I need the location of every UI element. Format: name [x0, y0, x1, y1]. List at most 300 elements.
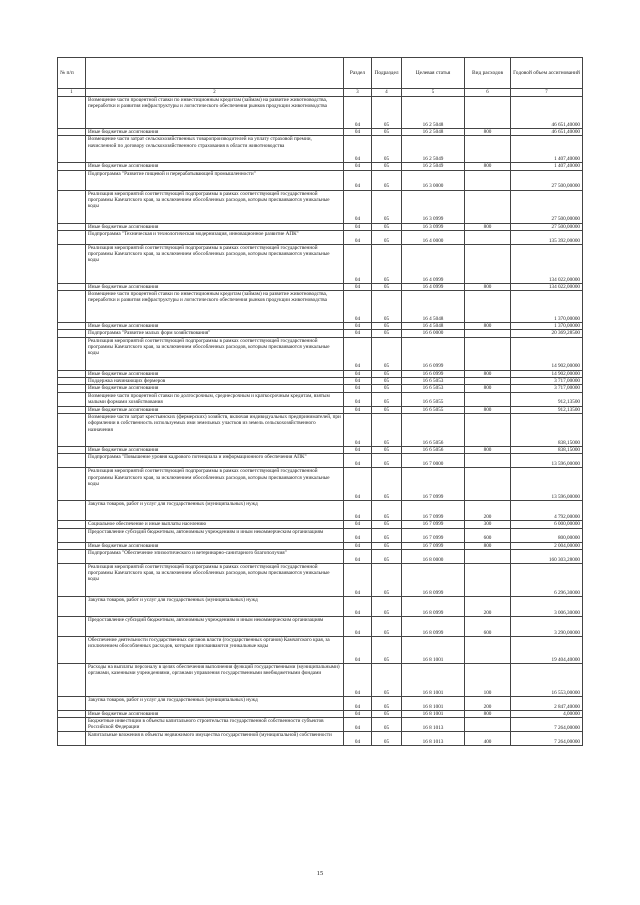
cell-razdel: 04	[344, 97, 372, 129]
cell-vid: 400	[465, 732, 511, 746]
table-row	[58, 378, 583, 385]
table-row	[58, 223, 583, 230]
cell-razdel: 04	[344, 718, 372, 732]
table-row	[58, 163, 583, 170]
cell-name: Иные бюджетные ассигнования	[86, 283, 344, 290]
cell-razdel: 04	[344, 170, 372, 190]
cell-statya: 16 4 0999	[402, 244, 465, 283]
cell-statya: 16 7 0999	[402, 521, 465, 528]
cell-vid	[465, 563, 511, 596]
index-cell: 6	[465, 89, 511, 97]
cell-name: Иные бюджетные ассигнования	[86, 385, 344, 392]
cell-statya: 16 6 5053	[402, 385, 465, 392]
cell-statya: 16 3 0999	[402, 223, 465, 230]
table-row	[58, 528, 583, 542]
header-statya: Целевая статья	[402, 58, 465, 89]
cell-no	[58, 696, 86, 710]
cell-sum: 838,15000	[511, 413, 583, 446]
cell-podrazdel: 05	[372, 392, 402, 406]
cell-sum: 46 651,40000	[511, 129, 583, 136]
cell-name: Возмещение части процентной ставки по инвестиционным кредитам (займам) на развитие животноводства, переработки и развития инфраструктуры и логистического обеспечения рынков продукции животноводства	[86, 291, 344, 323]
table-row	[58, 330, 583, 337]
cell-sum: 838,15000	[511, 446, 583, 453]
cell-razdel: 04	[344, 392, 372, 406]
cell-razdel: 04	[344, 136, 372, 163]
cell-no	[58, 636, 86, 663]
cell-vid: 800	[465, 370, 511, 377]
cell-no	[58, 406, 86, 413]
cell-razdel: 04	[344, 521, 372, 528]
cell-vid	[465, 330, 511, 337]
cell-vid: 100	[465, 663, 511, 696]
cell-name: Подпрограмма "Повышение уровня кадрового потенциала и информационного обеспечения АПК"	[86, 454, 344, 468]
cell-statya: 16 8 1001	[402, 663, 465, 696]
table-row	[58, 385, 583, 392]
cell-podrazdel: 05	[372, 718, 402, 732]
cell-podrazdel: 05	[372, 370, 402, 377]
table-row	[58, 413, 583, 446]
cell-razdel: 04	[344, 323, 372, 330]
cell-podrazdel: 05	[372, 413, 402, 446]
cell-name: Закупка товаров, работ и услуг для государственных (муниципальных) нужд	[86, 696, 344, 710]
cell-no	[58, 446, 86, 453]
cell-statya: 16 6 5055	[402, 392, 465, 406]
cell-sum: 13 596,00000	[511, 454, 583, 468]
cell-podrazdel: 05	[372, 170, 402, 190]
cell-vid: 200	[465, 501, 511, 521]
cell-no	[58, 528, 86, 542]
cell-no	[58, 97, 86, 129]
cell-vid: 800	[465, 223, 511, 230]
cell-razdel: 04	[344, 563, 372, 596]
cell-name: Иные бюджетные ассигнования	[86, 370, 344, 377]
cell-vid: 800	[465, 385, 511, 392]
table-row	[58, 696, 583, 710]
cell-podrazdel: 05	[372, 136, 402, 163]
cell-statya: 16 7 0999	[402, 542, 465, 549]
cell-no	[58, 542, 86, 549]
cell-podrazdel: 05	[372, 385, 402, 392]
cell-statya: 16 6 0999	[402, 337, 465, 370]
cell-name: Закупка товаров, работ и услуг для государственных (муниципальных) нужд	[86, 596, 344, 616]
table-row	[58, 521, 583, 528]
table-row	[58, 663, 583, 696]
table-row	[58, 549, 583, 563]
cell-sum: 2 004,00000	[511, 542, 583, 549]
cell-sum: 1 407,40000	[511, 163, 583, 170]
table-row	[58, 129, 583, 136]
cell-podrazdel: 05	[372, 97, 402, 129]
cell-razdel: 04	[344, 596, 372, 616]
cell-name: Возмещение части процентной ставки по долгосрочным, среднесрочным и краткосрочным кредитам, взятым малыми формами хозяйствования	[86, 392, 344, 406]
cell-sum: 1 407,40000	[511, 136, 583, 163]
cell-podrazdel: 05	[372, 446, 402, 453]
cell-vid	[465, 230, 511, 244]
cell-no	[58, 129, 86, 136]
cell-name: Расходы на выплаты персоналу в целях обеспечения выполнения функций государственными (муниципальными) органами, казенными учреждениями, органами управления государственными внебюджетными фондами	[86, 663, 344, 696]
cell-name: Предоставление субсидий бюджетным, автономным учреждениям и иным некоммерческим организациям	[86, 616, 344, 636]
header-podrazdel: Подраздел	[372, 58, 402, 89]
cell-razdel: 04	[344, 385, 372, 392]
table-row	[58, 392, 583, 406]
cell-podrazdel: 05	[372, 330, 402, 337]
cell-razdel: 04	[344, 636, 372, 663]
index-cell: 4	[372, 89, 402, 97]
table-row	[58, 446, 583, 453]
cell-vid	[465, 454, 511, 468]
cell-name: Обеспечение деятельности государственных органов власти (государственных органов) Камчатского края, за исключением обособленных расходов, которым присваиваются уникальные коды	[86, 636, 344, 663]
cell-razdel: 04	[344, 413, 372, 446]
table-row	[58, 468, 583, 501]
cell-vid	[465, 392, 511, 406]
cell-name: Иные бюджетные ассигнования	[86, 446, 344, 453]
cell-razdel: 04	[344, 732, 372, 746]
table-row	[58, 732, 583, 746]
cell-no	[58, 136, 86, 163]
cell-no	[58, 283, 86, 290]
cell-no	[58, 291, 86, 323]
cell-razdel: 04	[344, 696, 372, 710]
cell-podrazdel: 05	[372, 223, 402, 230]
cell-sum: 1 370,00000	[511, 323, 583, 330]
cell-vid	[465, 337, 511, 370]
cell-name: Подпрограмма "Техническая и технологическая модернизация, инновационное развитие АПК"	[86, 230, 344, 244]
cell-name: Иные бюджетные ассигнования	[86, 163, 344, 170]
cell-sum: 7 264,00000	[511, 718, 583, 732]
cell-podrazdel: 05	[372, 454, 402, 468]
cell-razdel: 04	[344, 129, 372, 136]
table-row	[58, 97, 583, 129]
table-row	[58, 370, 583, 377]
cell-no	[58, 330, 86, 337]
cell-statya: 16 6 0000	[402, 330, 465, 337]
cell-vid: 800	[465, 323, 511, 330]
cell-sum: 46 651,40000	[511, 97, 583, 129]
cell-no	[58, 732, 86, 746]
table-row	[58, 244, 583, 283]
table-row	[58, 337, 583, 370]
table-index-row	[58, 89, 583, 97]
cell-name: Социальное обеспечение и иные выплаты населению	[86, 521, 344, 528]
cell-name: Возмещение части процентной ставки по инвестиционным кредитам (займам) на развитие животноводства, переработки и развития инфраструктуры и логистического обеспечения рынков продукции животноводства	[86, 97, 344, 129]
cell-vid: 800	[465, 129, 511, 136]
cell-podrazdel: 05	[372, 244, 402, 283]
cell-podrazdel: 05	[372, 230, 402, 244]
page-number: 15	[316, 870, 324, 877]
cell-sum: 4,00000	[511, 710, 583, 717]
cell-sum: 3 717,00000	[511, 378, 583, 385]
table-header-row	[58, 58, 583, 89]
cell-sum: 6 296,30000	[511, 563, 583, 596]
cell-podrazdel: 05	[372, 337, 402, 370]
cell-statya: 16 8 0999	[402, 563, 465, 596]
cell-statya: 16 2 5049	[402, 136, 465, 163]
cell-sum: 800,00000	[511, 528, 583, 542]
cell-vid	[465, 97, 511, 129]
cell-podrazdel: 05	[372, 636, 402, 663]
cell-sum: 1 370,00000	[511, 291, 583, 323]
cell-no	[58, 370, 86, 377]
cell-vid	[465, 718, 511, 732]
cell-razdel: 04	[344, 528, 372, 542]
cell-vid: 800	[465, 446, 511, 453]
cell-statya: 16 8 1013	[402, 732, 465, 746]
cell-vid	[465, 549, 511, 563]
cell-podrazdel: 05	[372, 710, 402, 717]
cell-razdel: 04	[344, 663, 372, 696]
cell-podrazdel: 05	[372, 468, 402, 501]
cell-sum: 20 369,28500	[511, 330, 583, 337]
cell-statya: 16 6 5053	[402, 378, 465, 385]
cell-statya: 16 6 5056	[402, 446, 465, 453]
cell-no	[58, 323, 86, 330]
cell-name: Закупка товаров, работ и услуг для государственных (муниципальных) нужд	[86, 501, 344, 521]
cell-statya: 16 7 0999	[402, 528, 465, 542]
cell-sum: 16 553,00000	[511, 663, 583, 696]
cell-sum: 3 290,00000	[511, 616, 583, 636]
cell-razdel: 04	[344, 468, 372, 501]
index-cell: 5	[402, 89, 465, 97]
table-row	[58, 190, 583, 223]
cell-name: Подпрограмма "Развитие пищевой и перерабатывающей промышленности"	[86, 170, 344, 190]
table-row	[58, 616, 583, 636]
cell-name: Возмещение части затрат крестьянских (фермерских) хозяйств, включая индивидуальных предпринимателей, при оформлении в собственность используемых ими земельных участков из земель сельскохозяйственного назначения	[86, 413, 344, 446]
header-vid: Вид расходов	[465, 58, 511, 89]
cell-vid	[465, 291, 511, 323]
cell-statya: 16 4 5048	[402, 323, 465, 330]
cell-statya: 16 8 0000	[402, 549, 465, 563]
cell-vid: 800	[465, 406, 511, 413]
cell-no	[58, 337, 86, 370]
cell-statya: 16 3 0000	[402, 170, 465, 190]
table-row	[58, 454, 583, 468]
cell-name: Реализация мероприятий соответствующей подпрограммы в рамках соответствующей государственной программы Камчатского края, за исключением обособленных расходов, которым присваиваются уникальные коды	[86, 468, 344, 501]
cell-razdel: 04	[344, 542, 372, 549]
cell-razdel: 04	[344, 406, 372, 413]
cell-sum: 6 000,00000	[511, 521, 583, 528]
cell-no	[58, 385, 86, 392]
table-row	[58, 710, 583, 717]
cell-no	[58, 413, 86, 446]
cell-no	[58, 596, 86, 616]
cell-no	[58, 718, 86, 732]
table-row	[58, 718, 583, 732]
cell-statya: 16 8 1013	[402, 718, 465, 732]
index-cell: 3	[344, 89, 372, 97]
header-name	[86, 58, 344, 89]
table-row	[58, 291, 583, 323]
cell-podrazdel: 05	[372, 696, 402, 710]
cell-name: Поддержка начинающих фермеров	[86, 378, 344, 385]
cell-sum: 3 717,00000	[511, 385, 583, 392]
cell-statya: 16 8 1001	[402, 696, 465, 710]
table-row	[58, 501, 583, 521]
cell-statya: 16 2 5048	[402, 129, 465, 136]
cell-vid	[465, 413, 511, 446]
cell-razdel: 04	[344, 710, 372, 717]
cell-podrazdel: 05	[372, 563, 402, 596]
cell-podrazdel: 05	[372, 549, 402, 563]
cell-razdel: 04	[344, 454, 372, 468]
cell-statya: 16 4 5048	[402, 291, 465, 323]
cell-statya: 16 4 0000	[402, 230, 465, 244]
cell-razdel: 04	[344, 230, 372, 244]
cell-podrazdel: 05	[372, 528, 402, 542]
cell-podrazdel: 05	[372, 190, 402, 223]
cell-podrazdel: 05	[372, 542, 402, 549]
table-row	[58, 283, 583, 290]
cell-no	[58, 190, 86, 223]
cell-statya: 16 8 0999	[402, 596, 465, 616]
cell-name: Иные бюджетные ассигнования	[86, 129, 344, 136]
cell-statya: 16 6 5056	[402, 413, 465, 446]
cell-sum: 19 404,40000	[511, 636, 583, 663]
cell-vid	[465, 136, 511, 163]
cell-statya: 16 8 0999	[402, 616, 465, 636]
cell-name: Иные бюджетные ассигнования	[86, 223, 344, 230]
cell-podrazdel: 05	[372, 291, 402, 323]
header-no: № п/п	[58, 58, 86, 89]
table-body	[58, 97, 583, 746]
cell-no	[58, 521, 86, 528]
cell-podrazdel: 05	[372, 406, 402, 413]
cell-no	[58, 501, 86, 521]
cell-razdel: 04	[344, 370, 372, 377]
cell-podrazdel: 05	[372, 323, 402, 330]
cell-razdel: 04	[344, 223, 372, 230]
cell-vid: 200	[465, 696, 511, 710]
table-row	[58, 406, 583, 413]
cell-no	[58, 616, 86, 636]
cell-vid: 600	[465, 616, 511, 636]
cell-podrazdel: 05	[372, 521, 402, 528]
cell-no	[58, 163, 86, 170]
cell-podrazdel: 05	[372, 283, 402, 290]
cell-name: Подпрограмма "Обеспечение эпизоотического и ветеринарно-санитарного благополучия"	[86, 549, 344, 563]
cell-razdel: 04	[344, 291, 372, 323]
cell-sum: 3 006,30000	[511, 596, 583, 616]
cell-razdel: 04	[344, 283, 372, 290]
cell-no	[58, 468, 86, 501]
cell-statya: 16 8 1001	[402, 710, 465, 717]
table-row	[58, 170, 583, 190]
cell-vid: 800	[465, 710, 511, 717]
table-row	[58, 596, 583, 616]
cell-statya: 16 7 0999	[402, 468, 465, 501]
cell-vid	[465, 636, 511, 663]
cell-podrazdel: 05	[372, 596, 402, 616]
header-razdel: Раздел	[344, 58, 372, 89]
cell-sum: 27 500,00000	[511, 190, 583, 223]
cell-sum: 27 500,00000	[511, 223, 583, 230]
cell-vid	[465, 170, 511, 190]
cell-podrazdel: 05	[372, 616, 402, 636]
cell-statya: 16 2 5049	[402, 163, 465, 170]
cell-vid: 300	[465, 521, 511, 528]
cell-razdel: 04	[344, 446, 372, 453]
cell-sum: 160 303,28000	[511, 549, 583, 563]
cell-sum: 2 847,40000	[511, 696, 583, 710]
cell-name: Иные бюджетные ассигнования	[86, 406, 344, 413]
cell-no	[58, 549, 86, 563]
cell-no	[58, 663, 86, 696]
cell-sum: 14 902,00000	[511, 370, 583, 377]
cell-podrazdel: 05	[372, 663, 402, 696]
cell-no	[58, 563, 86, 596]
cell-name: Реализация мероприятий соответствующей подпрограммы в рамках соответствующей государственной программы Камчатского края, за исключением обособленных расходов, которым присваиваются уникальные коды	[86, 244, 344, 283]
cell-razdel: 04	[344, 501, 372, 521]
cell-sum: 135 392,00000	[511, 230, 583, 244]
cell-statya: 16 7 0000	[402, 454, 465, 468]
cell-name: Иные бюджетные ассигнования	[86, 710, 344, 717]
header-sum: Годовой объем ассигнований	[511, 58, 583, 89]
cell-no	[58, 170, 86, 190]
cell-name: Иные бюджетные ассигнования	[86, 323, 344, 330]
cell-statya: 16 7 0999	[402, 501, 465, 521]
index-cell: 1	[58, 89, 86, 97]
table-row	[58, 542, 583, 549]
cell-sum: 4 792,00000	[511, 501, 583, 521]
table-row	[58, 136, 583, 163]
cell-vid: 800	[465, 283, 511, 290]
cell-podrazdel: 05	[372, 378, 402, 385]
cell-no	[58, 392, 86, 406]
cell-podrazdel: 05	[372, 163, 402, 170]
cell-sum: 912,13500	[511, 406, 583, 413]
cell-vid	[465, 468, 511, 501]
cell-razdel: 04	[344, 163, 372, 170]
cell-name: Реализация мероприятий соответствующей подпрограммы в рамках соответствующей государственной программы Камчатского края, за исключением обособленных расходов, которым присваиваются уникальные коды	[86, 190, 344, 223]
cell-podrazdel: 05	[372, 501, 402, 521]
cell-name: Подпрограмма "Развитие малых форм хозяйствования"	[86, 330, 344, 337]
cell-razdel: 04	[344, 244, 372, 283]
cell-statya: 16 2 5048	[402, 97, 465, 129]
cell-name: Иные бюджетные ассигнования	[86, 542, 344, 549]
cell-sum: 7 264,00000	[511, 732, 583, 746]
cell-no	[58, 454, 86, 468]
cell-razdel: 04	[344, 378, 372, 385]
cell-sum: 134 022,00000	[511, 283, 583, 290]
index-cell: 7	[511, 89, 583, 97]
cell-podrazdel: 05	[372, 732, 402, 746]
cell-statya: 16 8 1001	[402, 636, 465, 663]
cell-sum: 134 022,00000	[511, 244, 583, 283]
cell-no	[58, 244, 86, 283]
cell-no	[58, 230, 86, 244]
cell-no	[58, 378, 86, 385]
table-row	[58, 563, 583, 596]
cell-razdel: 04	[344, 337, 372, 370]
cell-name: Возмещение части затрат сельскохозяйственных товаропроизводителей на уплату страховой премии, начисленной по договору сельскохозяйственного страхования в области животноводства	[86, 136, 344, 163]
cell-sum: 14 902,00000	[511, 337, 583, 370]
cell-statya: 16 4 0999	[402, 283, 465, 290]
table-row	[58, 230, 583, 244]
cell-no	[58, 710, 86, 717]
cell-vid: 600	[465, 528, 511, 542]
cell-razdel: 04	[344, 549, 372, 563]
table-row	[58, 636, 583, 663]
cell-vid: 200	[465, 596, 511, 616]
cell-vid	[465, 244, 511, 283]
cell-podrazdel: 05	[372, 129, 402, 136]
cell-vid	[465, 190, 511, 223]
cell-vid: 800	[465, 542, 511, 549]
cell-sum: 13 596,00000	[511, 468, 583, 501]
cell-razdel: 04	[344, 616, 372, 636]
cell-sum: 27 500,00000	[511, 170, 583, 190]
cell-vid: 800	[465, 163, 511, 170]
cell-name: Предоставление субсидий бюджетным, автономным учреждениям и иным некоммерческим организациям	[86, 528, 344, 542]
